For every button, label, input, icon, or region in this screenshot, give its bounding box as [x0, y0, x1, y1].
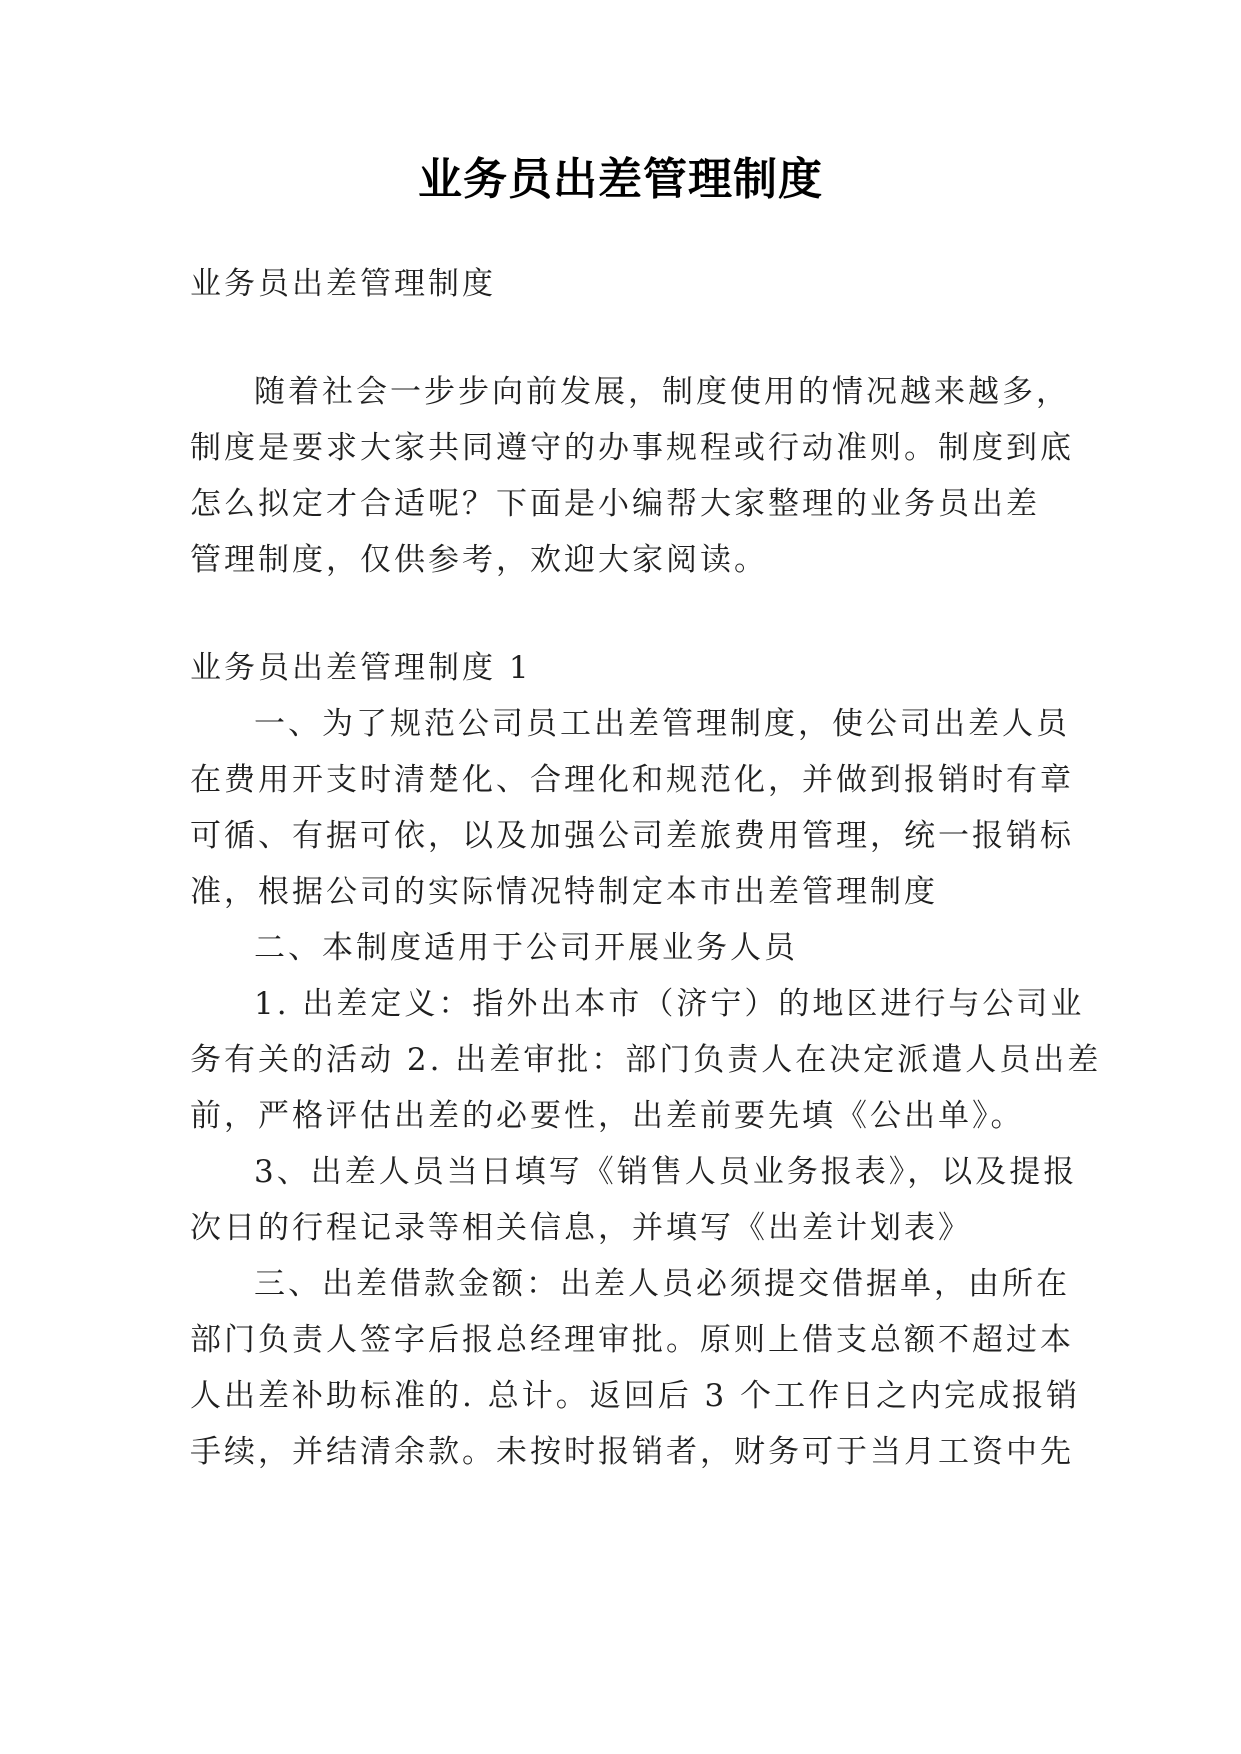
section-heading: 业务员出差管理制度 1 — [190, 650, 532, 686]
body-line: 手续，并结清余款。未按时报销者，财务可于当月工资中先 — [190, 1434, 1074, 1470]
intro-line: 制度是要求大家共同遵守的办事规程或行动准则。制度到底 — [190, 430, 1074, 466]
body-line: 可循、有据可依，以及加强公司差旅费用管理，统一报销标 — [190, 818, 1074, 854]
body-line: 1. 出差定义：指外出本市（济宁）的地区进行与公司业 — [254, 986, 1085, 1022]
body-line: 3、出差人员当日填写《销售人员业务报表》，以及提报 — [254, 1154, 1078, 1190]
body-line: 部门负责人签字后报总经理审批。原则上借支总额不超过本 — [190, 1322, 1074, 1358]
body-line: 一、为了规范公司员工出差管理制度，使公司出差人员 — [254, 706, 1070, 742]
body-line: 三、出差借款金额：出差人员必须提交借据单，由所在 — [254, 1266, 1070, 1302]
intro-line: 随着社会一步步向前发展，制度使用的情况越来越多， — [254, 374, 1070, 410]
body-line: 准，根据公司的实际情况特制定本市出差管理制度 — [190, 874, 938, 910]
body-line: 次日的行程记录等相关信息，并填写《出差计划表》 — [190, 1210, 972, 1246]
body-line: 前，严格评估出差的必要性，出差前要先填《公出单》。 — [190, 1098, 1025, 1134]
body-line: 二、本制度适用于公司开展业务人员 — [254, 930, 798, 966]
body-line: 务有关的活动 2. 出差审批：部门负责人在决定派遣人员出差 — [190, 1042, 1102, 1078]
intro-line: 怎么拟定才合适呢？下面是小编帮大家整理的业务员出差 — [190, 486, 1040, 522]
document-title: 业务员出差管理制度 — [418, 154, 823, 205]
body-line: 人出差补助标准的. 总计。返回后 3 个工作日之内完成报销 — [190, 1378, 1081, 1414]
intro-line: 管理制度，仅供参考，欢迎大家阅读。 — [190, 542, 768, 578]
document-subtitle: 业务员出差管理制度 — [190, 266, 496, 302]
body-line: 在费用开支时清楚化、合理化和规范化，并做到报销时有章 — [190, 762, 1074, 798]
